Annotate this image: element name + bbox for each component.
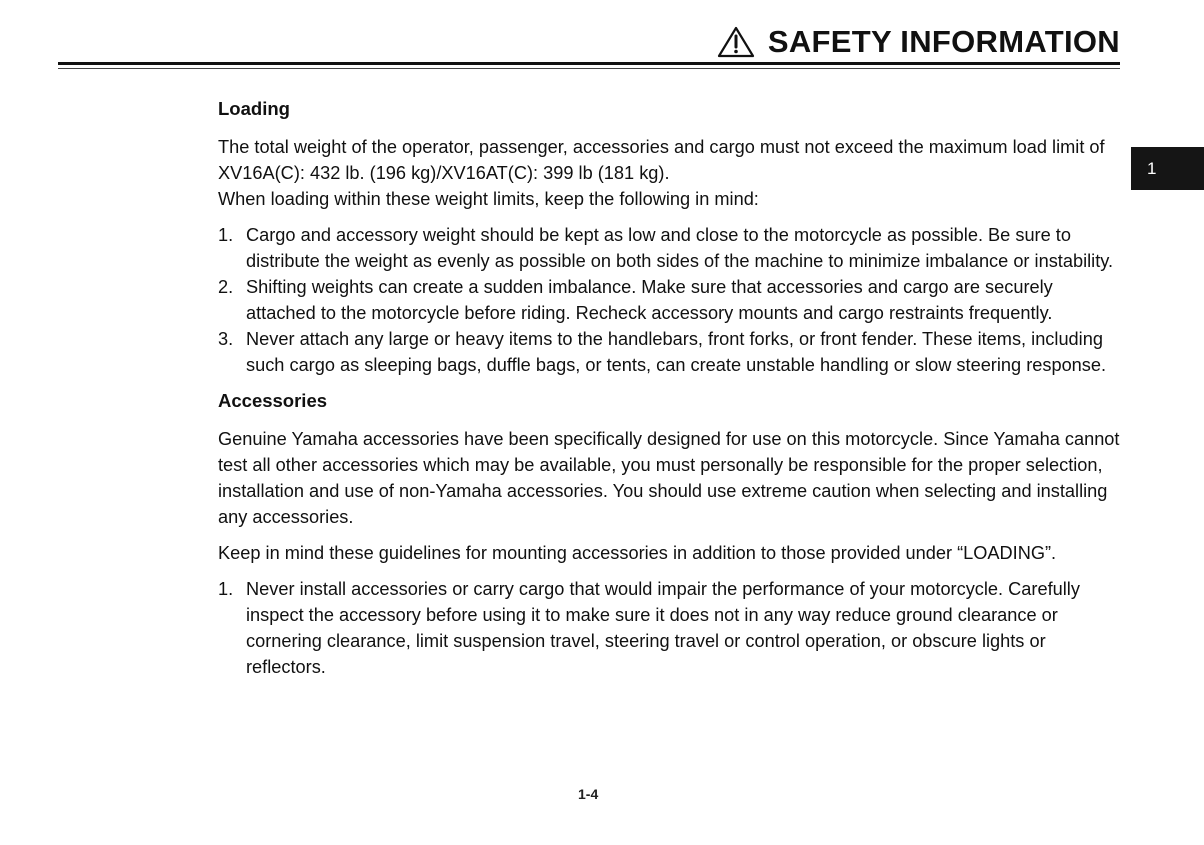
accessories-para-2: Keep in mind these guidelines for mounting accessories in addition to those provided under “LOADING”.	[218, 543, 1057, 563]
warning-triangle-icon	[716, 25, 756, 59]
accessories-heading: Accessories	[218, 390, 328, 411]
chapter-tab: 1	[1131, 147, 1204, 190]
loading-intro-1: The total weight of the operator, passenger, accessories and cargo must not exceed the maximum load limit of XV16A(C): 432 lb. (196 kg)/XV16AT(C): 399 lb (181 kg).	[218, 137, 1105, 183]
list-item	[218, 274, 1122, 326]
page-number: 1-4	[578, 786, 599, 802]
loading-heading: Loading	[218, 98, 290, 119]
loading-list	[218, 222, 1122, 378]
list-item-number: 2.	[218, 277, 234, 297]
list-item-number: 1.	[218, 579, 234, 599]
page-content	[218, 96, 1122, 690]
list-item	[218, 222, 1122, 274]
header-rule-thick	[58, 62, 1120, 65]
page-header	[716, 24, 1120, 60]
list-item-number: 3.	[218, 329, 234, 349]
list-item-text: Never attach any large or heavy items to the handlebars, front forks, or front fender. These items, including such cargo as sleeping bags, duffle bags, or tents, can create unstable handling or slow steering response.	[246, 329, 1107, 375]
accessories-list	[218, 576, 1122, 680]
header-rule-thin	[58, 68, 1120, 69]
list-item-number: 1.	[218, 225, 234, 245]
list-item-text: Never install accessories or carry cargo that would impair the performance of your motorcycle. Carefully inspect the accessory before using it to make sure it does not in any way reduce ground clearance or cornering clearance, limit suspension travel, steering travel or control operation, or obscure lights or reflectors.	[246, 579, 1080, 677]
list-item	[218, 576, 1122, 680]
loading-intro-2: When loading within these weight limits, keep the following in mind:	[218, 189, 759, 209]
accessories-para-1: Genuine Yamaha accessories have been specifically designed for use on this motorcycle. Since Yamaha cannot test all other accessories which may be available, you must personally be responsible for the proper selection, installation and use of non-Yamaha accessories. You should use extreme caution when selecting and installing any accessories.	[218, 429, 1120, 527]
list-item-text: Shifting weights can create a sudden imbalance. Make sure that accessories and cargo are securely attached to the motorcycle before riding. Recheck accessory mounts and cargo restraints frequently.	[246, 277, 1053, 323]
header-title: SAFETY INFORMATION	[767, 24, 1120, 59]
list-item-text: Cargo and accessory weight should be kept as low and close to the motorcycle as possible. Be sure to distribute the weight as evenly as possible on both sides of the machine to minimize imbalance or instability.	[246, 225, 1114, 271]
list-item	[218, 326, 1122, 378]
